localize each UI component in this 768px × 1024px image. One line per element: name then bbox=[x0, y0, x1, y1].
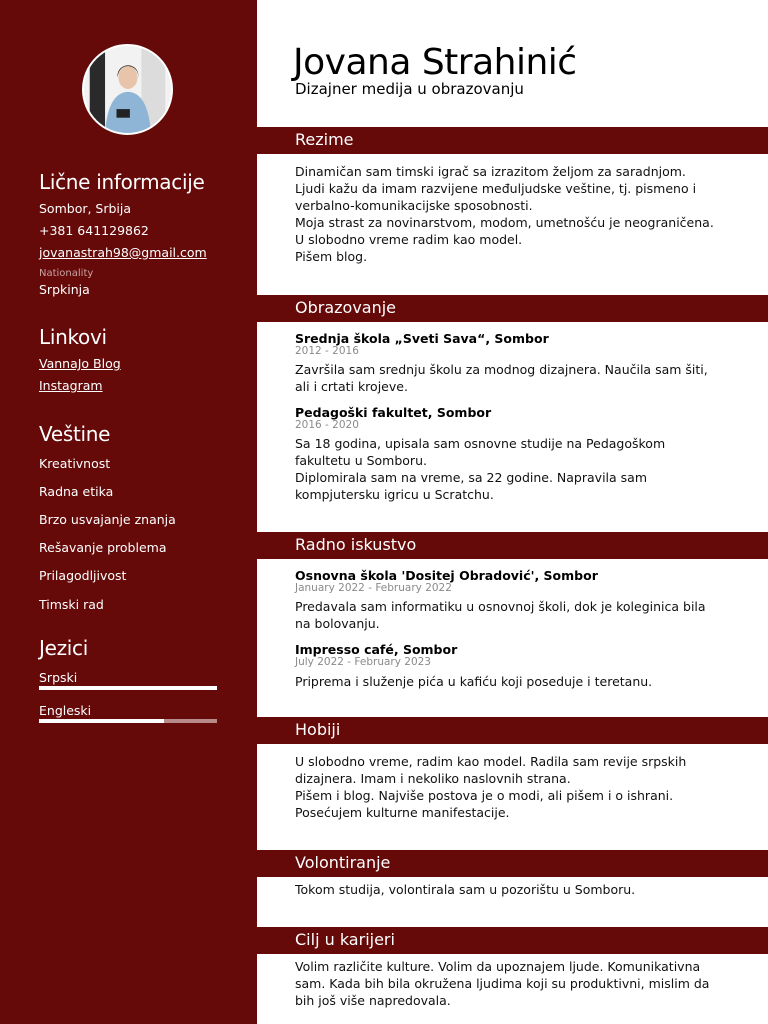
hobbies-heading: Hobiji bbox=[295, 720, 341, 739]
volunteering-heading: Volontiranje bbox=[295, 853, 391, 872]
skill-item: Prilagodljivost bbox=[39, 568, 127, 583]
volunteering-section-bar bbox=[257, 850, 768, 877]
text-line: ali i crtati krojeve. bbox=[295, 379, 408, 394]
experience-entry-text bbox=[295, 673, 740, 690]
skill-item: Radna etika bbox=[39, 484, 114, 499]
language-level-bar bbox=[39, 719, 217, 723]
education-entry-title: Srednja škola „Sveti Sava“, Sombor bbox=[295, 331, 549, 346]
link-blog[interactable]: VannaJo Blog bbox=[39, 356, 121, 371]
text-line: Predavala sam informatiku u osnovnoj školi, dok je koleginica bila bbox=[295, 599, 706, 614]
text-line: Pišem blog. bbox=[295, 249, 368, 264]
job-title: Dizajner medija u obrazovanju bbox=[295, 80, 524, 98]
education-entry-title: Pedagoški fakultet, Sombor bbox=[295, 405, 492, 420]
text-line: U slobodno vreme, radim kao model. Radila sam revije srpskih bbox=[295, 754, 687, 769]
text-line: Pišem i blog. Najviše postova je o modi, ali pišem i o ishrani. bbox=[295, 788, 674, 803]
personal-info-heading: Lične informacije bbox=[39, 170, 205, 194]
text-line: Moja strast za novinarstvom, modom, umetnošću je neograničena. bbox=[295, 215, 714, 230]
main-content bbox=[257, 0, 768, 1024]
sidebar bbox=[0, 0, 257, 1024]
skills-heading: Veštine bbox=[39, 422, 111, 446]
education-entry-dates: 2012 - 2016 bbox=[295, 345, 359, 357]
skill-item: Brzo usvajanje znanja bbox=[39, 512, 176, 527]
skill-item: Timski rad bbox=[39, 597, 104, 612]
text-line: Dinamičan sam timski igrač sa izrazitom željom za saradnjom. bbox=[295, 164, 686, 179]
education-entry-text bbox=[295, 361, 740, 395]
language-level-fill bbox=[39, 686, 217, 690]
text-line: U slobodno vreme radim kao model. bbox=[295, 232, 523, 247]
career-goal-text bbox=[295, 958, 740, 1009]
volunteering-text bbox=[295, 881, 740, 898]
hobbies-text bbox=[295, 753, 740, 821]
experience-heading: Radno iskustvo bbox=[295, 535, 417, 554]
text-line: Posećujem kulturne manifestacije. bbox=[295, 805, 510, 820]
full-name: Jovana Strahinić bbox=[293, 42, 577, 83]
language-name: Engleski bbox=[39, 703, 92, 718]
language-level-bar bbox=[39, 686, 217, 690]
text-line: fakultetu u Somboru. bbox=[295, 453, 427, 468]
text-line: verbalno-komunikacijske sposobnosti. bbox=[295, 198, 533, 213]
experience-entry-dates: January 2022 - February 2022 bbox=[295, 582, 452, 594]
languages-heading: Jezici bbox=[39, 636, 89, 660]
nationality-text: Srpkinja bbox=[39, 282, 90, 297]
text-line: Završila sam srednju školu za modnog dizajnera. Naučila sam šiti, bbox=[295, 362, 708, 377]
summary-section-bar bbox=[257, 127, 768, 154]
nationality-label: Nationality bbox=[39, 268, 94, 279]
summary-heading: Rezime bbox=[295, 130, 354, 149]
text-line: Volim različite kulture. Volim da upoznajem ljude. Komunikativna bbox=[295, 959, 701, 974]
links-heading: Linkovi bbox=[39, 325, 107, 349]
text-line: sam. Kada bih bila okružena ljudima koji su produktivni, mislim da bbox=[295, 976, 710, 991]
link-instagram[interactable]: Instagram bbox=[39, 378, 103, 393]
language-level-fill bbox=[39, 719, 164, 723]
skill-item: Rešavanje problema bbox=[39, 540, 167, 555]
language-name: Srpski bbox=[39, 670, 78, 685]
text-line: kompjutersku igricu u Scratchu. bbox=[295, 487, 494, 502]
text-line: Priprema i služenje pića u kafiću koji poseduje i teretanu. bbox=[295, 674, 653, 689]
location-text: Sombor, Srbija bbox=[39, 201, 132, 216]
education-entry-dates: 2016 - 2020 bbox=[295, 419, 359, 431]
text-line: Sa 18 godina, upisala sam osnovne studije na Pedagoškom bbox=[295, 436, 666, 451]
experience-entry-text bbox=[295, 598, 740, 632]
career-goal-section-bar bbox=[257, 927, 768, 954]
experience-section-bar bbox=[257, 532, 768, 559]
text-line: dizajnera. Imam i nekoliko naslovnih strana. bbox=[295, 771, 571, 786]
hobbies-section-bar bbox=[257, 717, 768, 744]
education-section-bar bbox=[257, 295, 768, 322]
skill-item: Kreativnost bbox=[39, 456, 111, 471]
avatar bbox=[82, 44, 173, 135]
text-line: Diplomirala sam na vreme, sa 22 godine. Napravila sam bbox=[295, 470, 647, 485]
text-line: Ljudi kažu da imam razvijene međuljudske veštine, tj. pismeno i bbox=[295, 181, 697, 196]
text-line: Tokom studija, volontirala sam u pozorištu u Somboru. bbox=[295, 882, 636, 897]
profile-photo-icon bbox=[84, 46, 171, 133]
experience-entry-title: Impresso café, Sombor bbox=[295, 642, 458, 657]
email-link[interactable]: jovanastrah98@gmail.com bbox=[39, 245, 207, 260]
summary-text bbox=[295, 163, 740, 265]
text-line: bih još više napredovala. bbox=[295, 993, 451, 1008]
education-entry-text bbox=[295, 435, 740, 503]
phone-text: +381 641129862 bbox=[39, 223, 149, 238]
education-heading: Obrazovanje bbox=[295, 298, 397, 317]
career-goal-heading: Cilj u karijeri bbox=[295, 930, 395, 949]
experience-entry-dates: July 2022 - February 2023 bbox=[295, 656, 431, 668]
experience-entry-title: Osnovna škola 'Dositej Obradović', Sombor bbox=[295, 568, 598, 583]
text-line: na bolovanju. bbox=[295, 616, 380, 631]
